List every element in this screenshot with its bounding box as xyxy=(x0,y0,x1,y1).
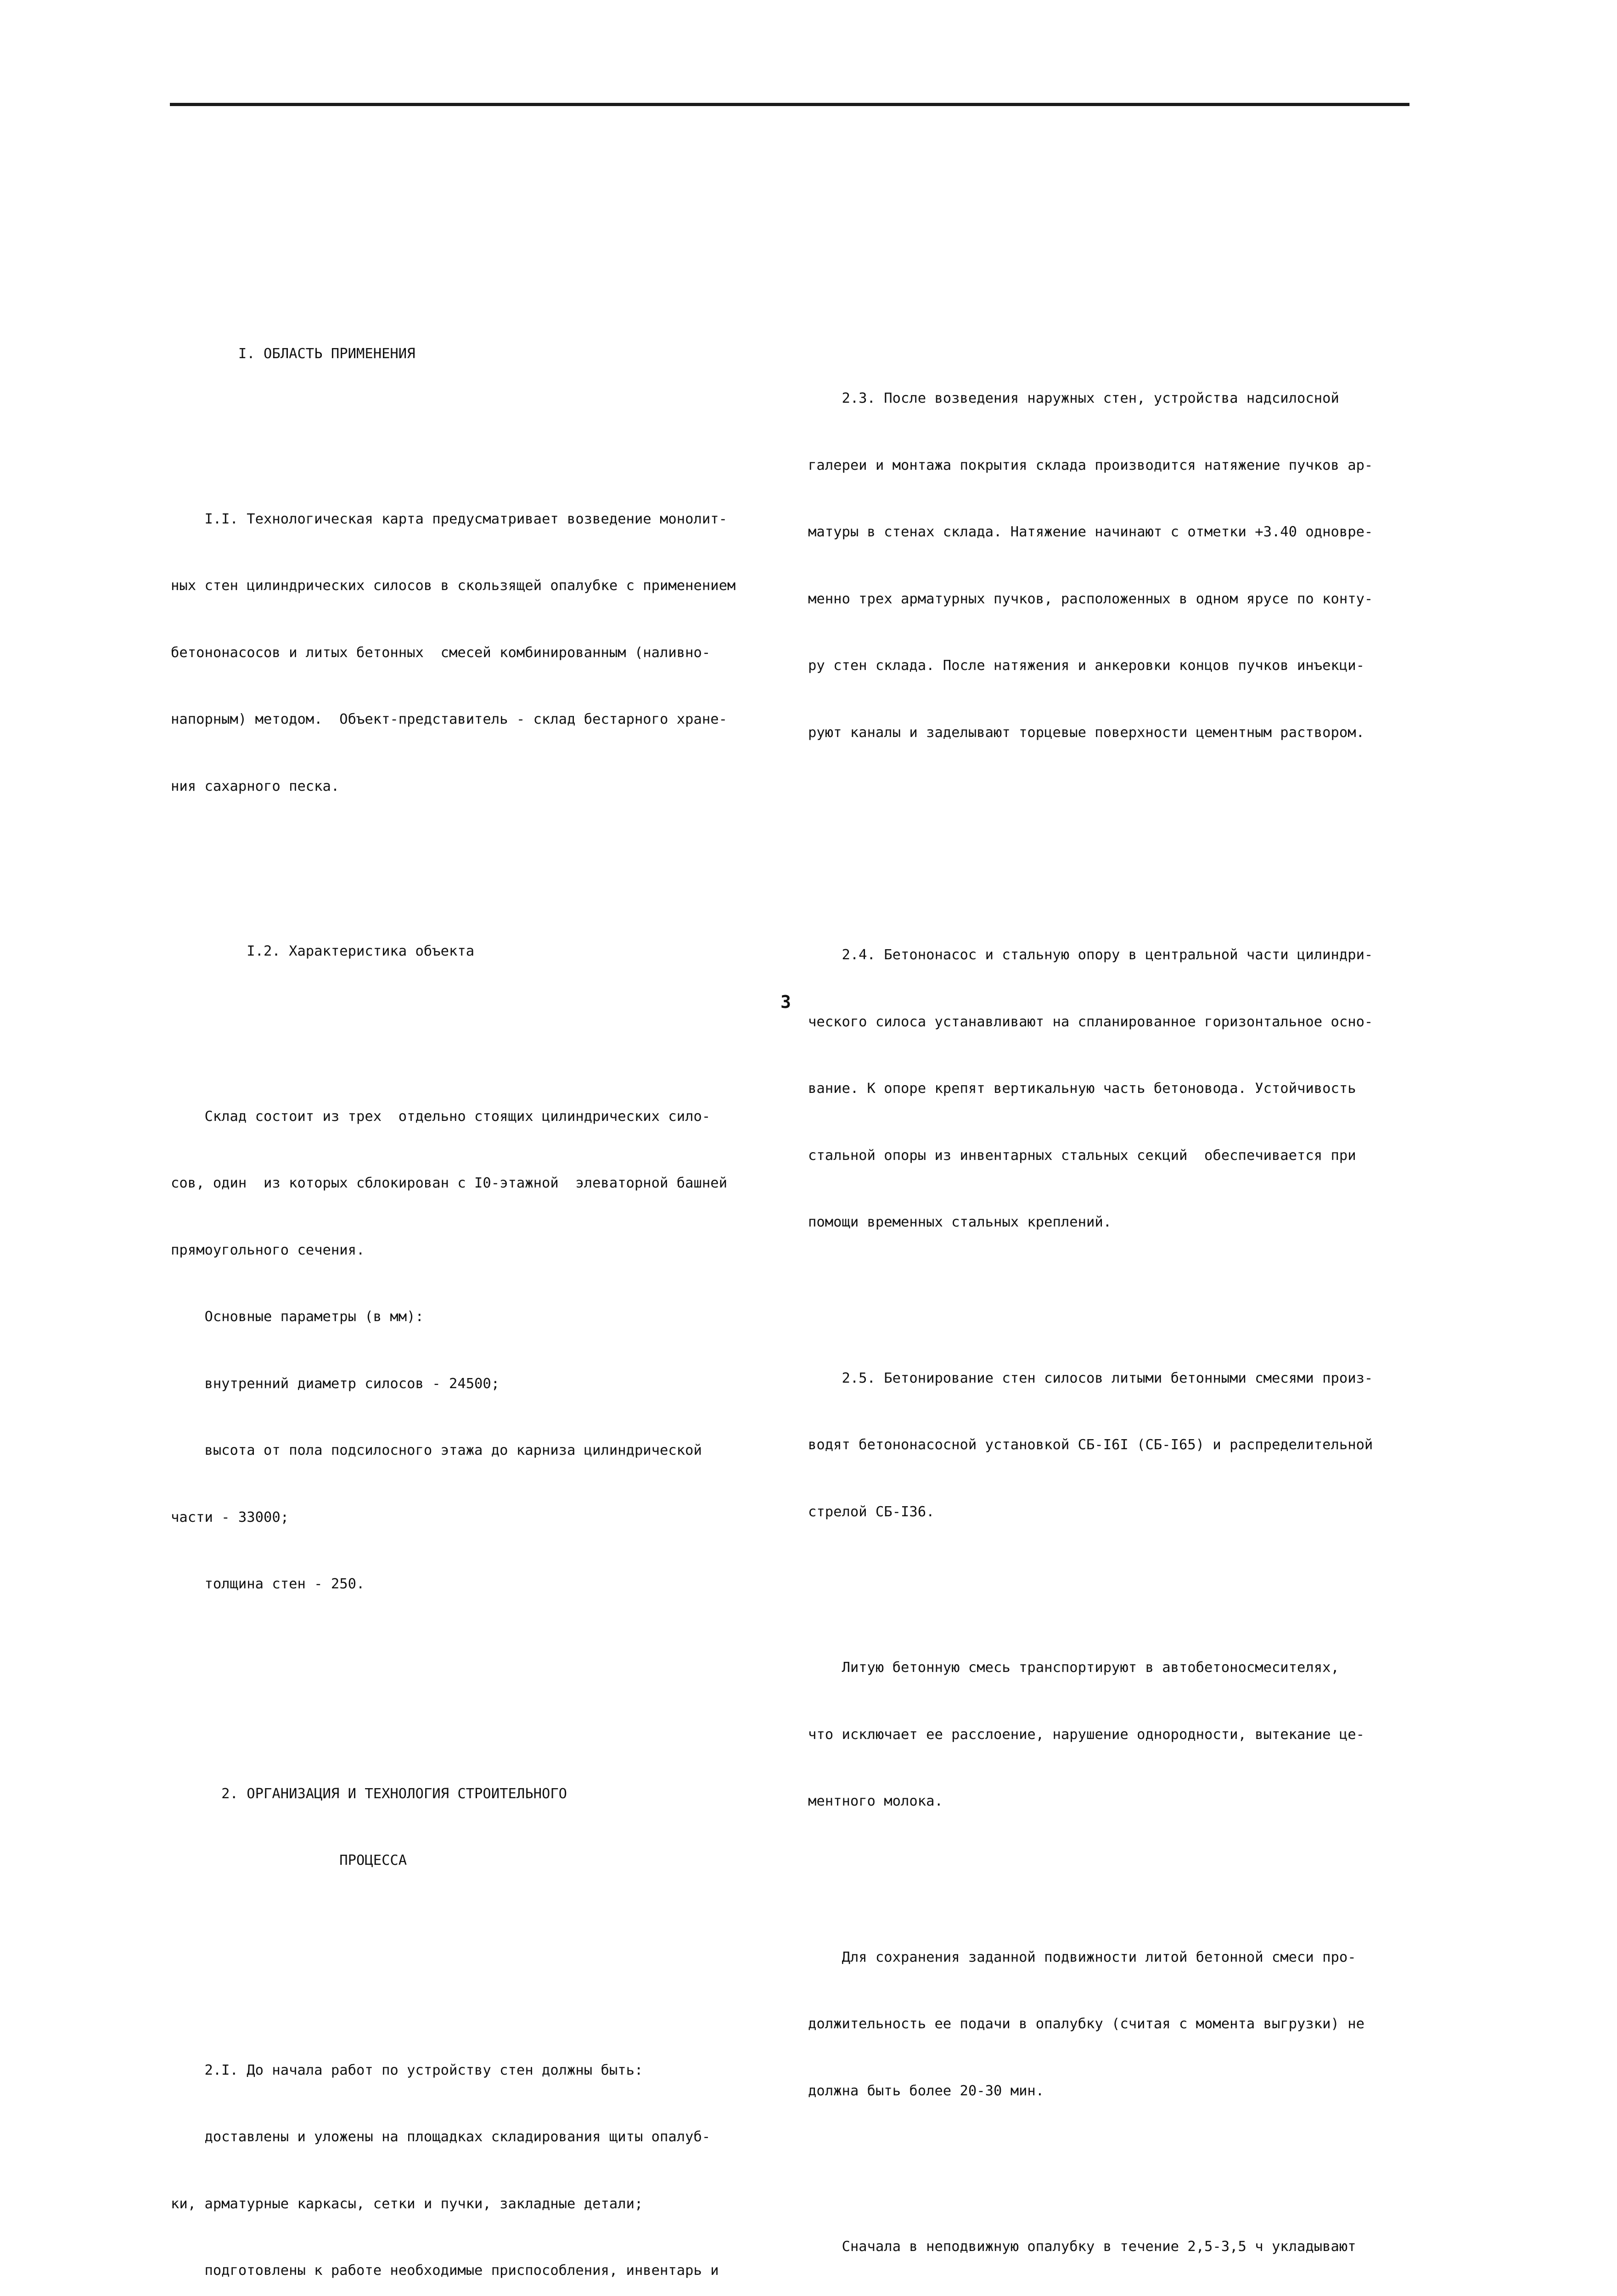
paragraph-2-4: 2.4. Бетононасос и стальную опору в центральной части цилиндри- ческого силоса устанавливают на спланированное горизонтальное осно- вание. К опоре крепят вертикальную часть бетоновода. Устойчивость стальной опоры из инвентарных стальных секций обеспечивается при помощи временных стальных креплений. xyxy=(808,900,1419,1278)
paragraph-1-1: I.I. Технологическая карта предусматривает возведение монолит- ных стен цилиндрических силосов в скользящей опалубке с применением бетононасосов и литых бетонных смесей комбинированным (наливно- напорным) методом. Объект-представитель - склад бестарного хране- ния сахарного песка. xyxy=(171,464,772,843)
page-number: 3 xyxy=(780,992,791,1012)
paragraph-2-6: Литую бетонную смесь транспортируют в автобетоносмесителях, что исключает ее расслоение, нарушение однородности, вытекание це- ментного молока. xyxy=(808,1612,1419,1857)
paragraph-2-3: 2.3. После возведения наружных стен, устройства надсилосной галереи и монтажа покрытия склада производится натяжение пучков ар- матуры в стенах склада. Натяжение начинают с отметки +3.40 одновре- менно трех арматурных пучков, расположенных в одном ярусе по конту- ру стен склада. После натяжения и анкеровки концов пучков инъекци- руют каналы и заделывают торцевые поверхности цементным раствором. xyxy=(808,343,1419,788)
left-column xyxy=(171,298,772,2296)
paragraph-2-8: Сначала в неподвижную опалубку в течение 2,5-3,5 ч укладывают xyxy=(808,2191,1419,2296)
paragraph-1-2: Склад состоит из трех отдельно стоящих цилиндрических сило- сов, один из которых сблокирован с I0-этажной элеваторной башней прямоугольного сечения. Основные параметры (в мм): внутренний диаметр силосов - 24500; высота от пола подсилосного этажа до карниза цилиндрической части - 33000; толщина стен - 250. xyxy=(171,1061,772,1640)
paragraph-2-1: 2.I. До начала работ по устройству стен должны быть: доставлены и уложены на площадках складирования щиты опалуб- ки, арматурные каркасы, сетки и пучки, закладные детали; подготовлены к работе необходимые приспособления, инвентарь и xyxy=(171,2015,772,2296)
top-rule xyxy=(170,103,1409,106)
right-column xyxy=(808,298,1419,2296)
section2-title: 2. ОРГАНИЗАЦИЯ И ТЕХНОЛОГИЯ СТРОИТЕЛЬНОГО ПРОЦЕССА xyxy=(171,1739,772,1917)
paragraph-2-5: 2.5. Бетонирование стен силосов литыми бетонными смесями произ- водят бетононасосной установкой СБ-I6I (СБ-I65) и распределительной стрелой СБ-I36. xyxy=(808,1323,1419,1568)
subsection-1-2-title: I.2. Характеристика объекта xyxy=(171,940,772,963)
section1-title: I. ОБЛАСТЬ ПРИМЕНЕНИЯ xyxy=(171,343,772,366)
paragraph-2-7: Для сохранения заданной подвижности литой бетонной смеси про- должительность ее подачи в опалубку (считая с момента выгрузки) не должна быть более 20-30 мин. xyxy=(808,1902,1419,2147)
